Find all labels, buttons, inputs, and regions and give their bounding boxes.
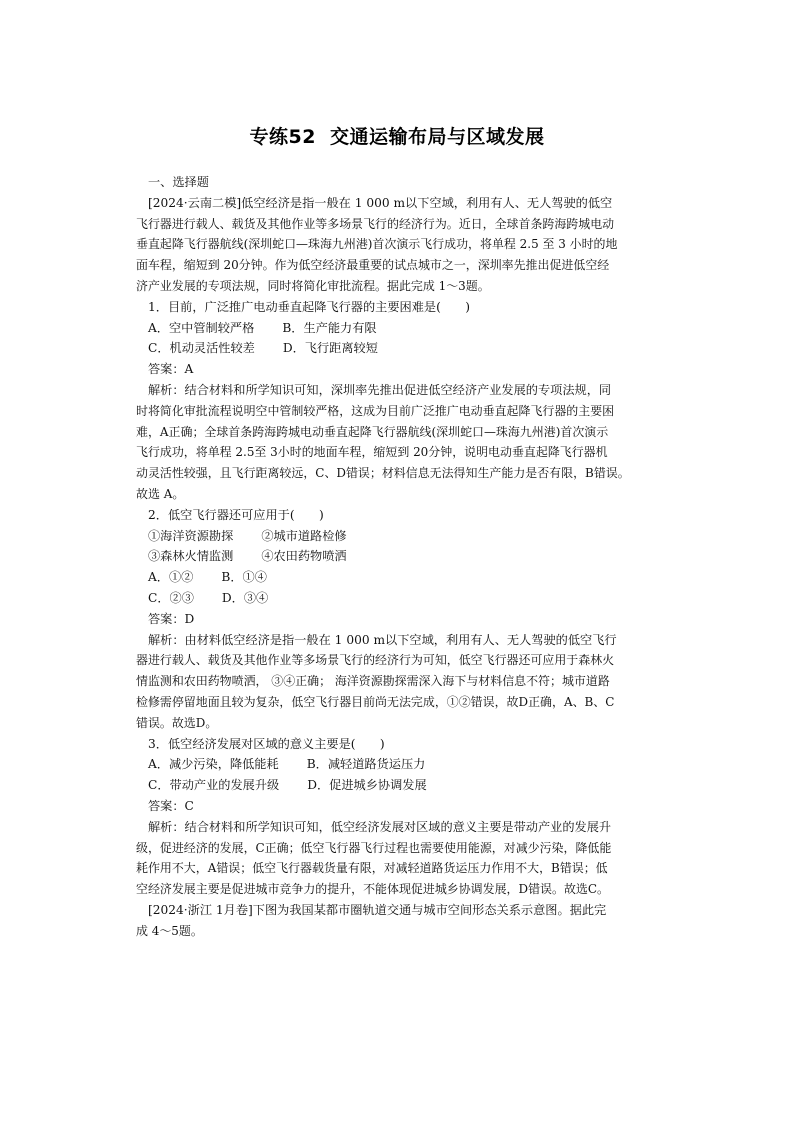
- analysis-line: 难，A正确；全球首条跨海跨城电动垂直起降飞行器航线(深圳蛇口—珠海九州港)首次演示: [136, 424, 609, 439]
- question-3: [136, 734, 646, 900]
- option-b: B．减轻道路货运压力: [306, 757, 426, 772]
- option-row: [148, 754, 646, 775]
- paragraph-line: 成 4～5题。: [136, 923, 203, 938]
- question-stem: 1．目前，广泛推广电动垂直起降飞行器的主要困难是( ): [148, 299, 470, 314]
- option-b: B．①④: [221, 570, 267, 585]
- option-a: A．①②: [148, 570, 194, 585]
- section-heading: 一、选择题: [148, 175, 209, 189]
- analysis-line: 空经济发展主要是促进城市竞争力的提升，不能体现促进城乡协调发展，D错误。故选C。: [136, 882, 609, 897]
- question-2: [136, 505, 646, 734]
- answer: 答案：A: [148, 362, 194, 377]
- option-d: D．飞行距离较短: [282, 341, 378, 356]
- analysis-line: 器进行载人、载货及其他作业等多场景飞行的经济行为可知，低空飞行器还可应用于森林火: [136, 653, 615, 668]
- option-a: A．空中管制较严格: [148, 320, 255, 335]
- paragraph-line: [2024·浙江 1月卷]下图为我国某都市圈轨道交通与城市空间形态关系示意图。据此完: [148, 902, 607, 917]
- page-title: [0, 122, 794, 149]
- option-c: C．机动灵活性较差: [148, 341, 255, 356]
- title-text: 交通运输布局与区域发展: [329, 126, 545, 148]
- answer: 答案：D: [148, 611, 195, 626]
- analysis: [136, 817, 646, 900]
- analysis: [136, 630, 646, 734]
- question-1: [136, 297, 646, 505]
- statement-3: ③森林火情监测: [148, 549, 234, 564]
- option-row: [148, 775, 646, 796]
- statement-1: ①海洋资源勘探: [148, 528, 234, 543]
- paragraph-line: 济产业发展的专项法规，同时将简化审批流程。据此完成 1～3题。: [136, 278, 490, 293]
- analysis-line: 耗作用不大，A错误；低空飞行器载货量有限，对减轻道路货运压力作用不大，B错误；低: [136, 861, 608, 876]
- option-a: A．减少污染，降低能耗: [148, 757, 279, 772]
- question-stem: 2．低空飞行器还可应用于( ): [148, 507, 324, 522]
- analysis-line: 错误。故选D。: [136, 715, 218, 730]
- analysis-line: 解析：结合材料和所学知识可知，低空经济发展对区域的意义主要是带动产业的发展升: [148, 819, 612, 834]
- analysis-line: 动灵活性较强，且飞行距离较远，C、D错误；材料信息无法得知生产能力是否有限，B错误。: [136, 466, 630, 481]
- paragraph-line: 飞行器进行载人、载货及其他作业等多场景飞行的经济行为。近日，全球首条跨海跨城电动: [136, 216, 615, 231]
- analysis: [136, 380, 646, 505]
- option-row: [148, 588, 646, 609]
- option-row: [148, 338, 646, 359]
- question-stem: 3．低空经济发展对区域的意义主要是( ): [148, 736, 385, 751]
- statement-row: [148, 526, 646, 547]
- analysis-line: 飞行成功，将单程 2.5至 3小时的地面车程，缩短到 20分钟，说明电动垂直起降飞行器机: [136, 445, 608, 460]
- material-paragraph-1: [136, 193, 646, 297]
- analysis-line: 检修需停留地面且较为复杂，低空飞行器目前尚无法完成，①②错误，故D正确，A、B、C: [136, 694, 615, 709]
- material-paragraph-2: [136, 900, 646, 942]
- option-b: B．生产能力有限: [282, 320, 377, 335]
- statement-2: ②城市道路检修: [261, 528, 347, 543]
- paragraph-line: 垂直起降飞行器航线(深圳蛇口—珠海九州港)首次演示飞行成功，将单程 2.5 至 3 小时的地: [136, 237, 618, 252]
- document-body: [136, 172, 646, 941]
- analysis-line: 解析：由材料低空经济是指一般在 1 000 m以下空域，利用有人、无人驾驶的低空飞行: [148, 632, 617, 647]
- option-d: D．③④: [221, 590, 269, 605]
- analysis-line: 情监测和农田药物喷洒， ③④正确； 海洋资源勘探需深入海下与材料信息不符；城市道路: [136, 674, 610, 689]
- option-c: C．带动产业的发展升级: [148, 778, 280, 793]
- analysis-line: 时将简化审批流程说明空中管制较严格，这成为目前广泛推广电动垂直起降飞行器的主要困: [136, 403, 615, 418]
- answer: 答案：C: [148, 798, 194, 813]
- option-row: [148, 567, 646, 588]
- title-number: 专练52: [249, 126, 316, 148]
- option-d: D．促进城乡协调发展: [307, 778, 427, 793]
- paragraph-line: 面车程，缩短到 20分钟。作为低空经济最重要的试点城市之一，深圳率先推出促进低空经: [136, 258, 610, 273]
- option-row: [148, 318, 646, 339]
- analysis-line: 故选 A。: [136, 486, 185, 501]
- statement-4: ④农田药物喷洒: [261, 549, 347, 564]
- paragraph-line: [2024·云南二模]低空经济是指一般在 1 000 m以下空域，利用有人、无人驾驶的低空: [148, 195, 613, 210]
- option-c: C．②③: [148, 590, 194, 605]
- analysis-line: 解析：结合材料和所学知识可知，深圳率先推出促进低空经济产业发展的专项法规，同: [148, 382, 612, 397]
- statement-row: [148, 546, 646, 567]
- analysis-line: 级，促进经济的发展，C正确；低空飞行器飞行过程也需要使用能源，对减少污染，降低能: [136, 840, 612, 855]
